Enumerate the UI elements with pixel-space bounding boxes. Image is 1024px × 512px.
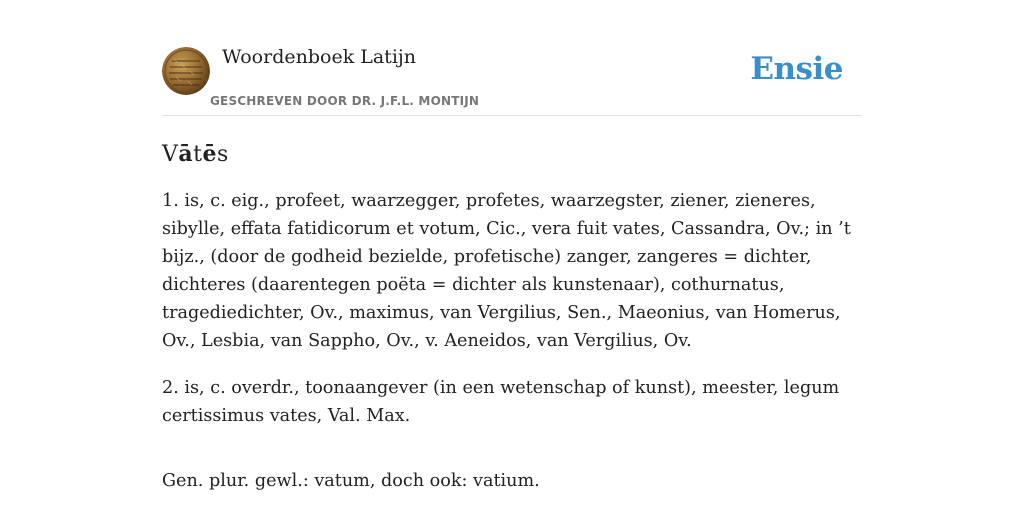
headword-part: V [162,142,179,167]
definition-1: 1. is, c. eig., profeet, waarzegger, profetes, waarzegster, ziener, zieneres, sibylle, effata fatidicorum et votum, Cic., vera fuit vates, Cassandra, Ov.; in ’t bijz., (door de godheid bezielde, profetische) zanger, zangeres = dichter, dichteres (daarentegen poëta = dichter als kunstenaar), cothurnatus, tragediedichter, Ov., maximus, van Vergilius, Sen., Maeonius, van Homerus, Ov., Lesbia, van Sappho, Ov., v. Aeneidos, van Vergilius, Ov. [162,191,851,351]
definition-2: 2. is, c. overdr., toonaangever (in een wetenschap of kunst), meester, legum certissimus vates, Val. Max. [162,378,840,426]
author-line: GESCHREVEN DOOR DR. J.F.L. MONTIJN [210,94,480,108]
entry-body [162,187,862,495]
headword-long-vowel: ē [202,141,217,167]
entry-card [162,40,862,512]
headword-part: s [217,142,229,167]
dictionary-title[interactable]: Woordenboek Latijn [222,46,417,68]
headword [162,141,862,167]
page-header [162,40,862,116]
ensie-logo-link[interactable]: Ensie [750,51,843,87]
bronze-seal-icon[interactable] [162,47,210,95]
headword-part: t [193,142,203,167]
grammar-note: Gen. plur. gewl.: vatum, doch ook: vatium. [162,471,540,491]
headword-long-vowel: ā [178,141,194,167]
